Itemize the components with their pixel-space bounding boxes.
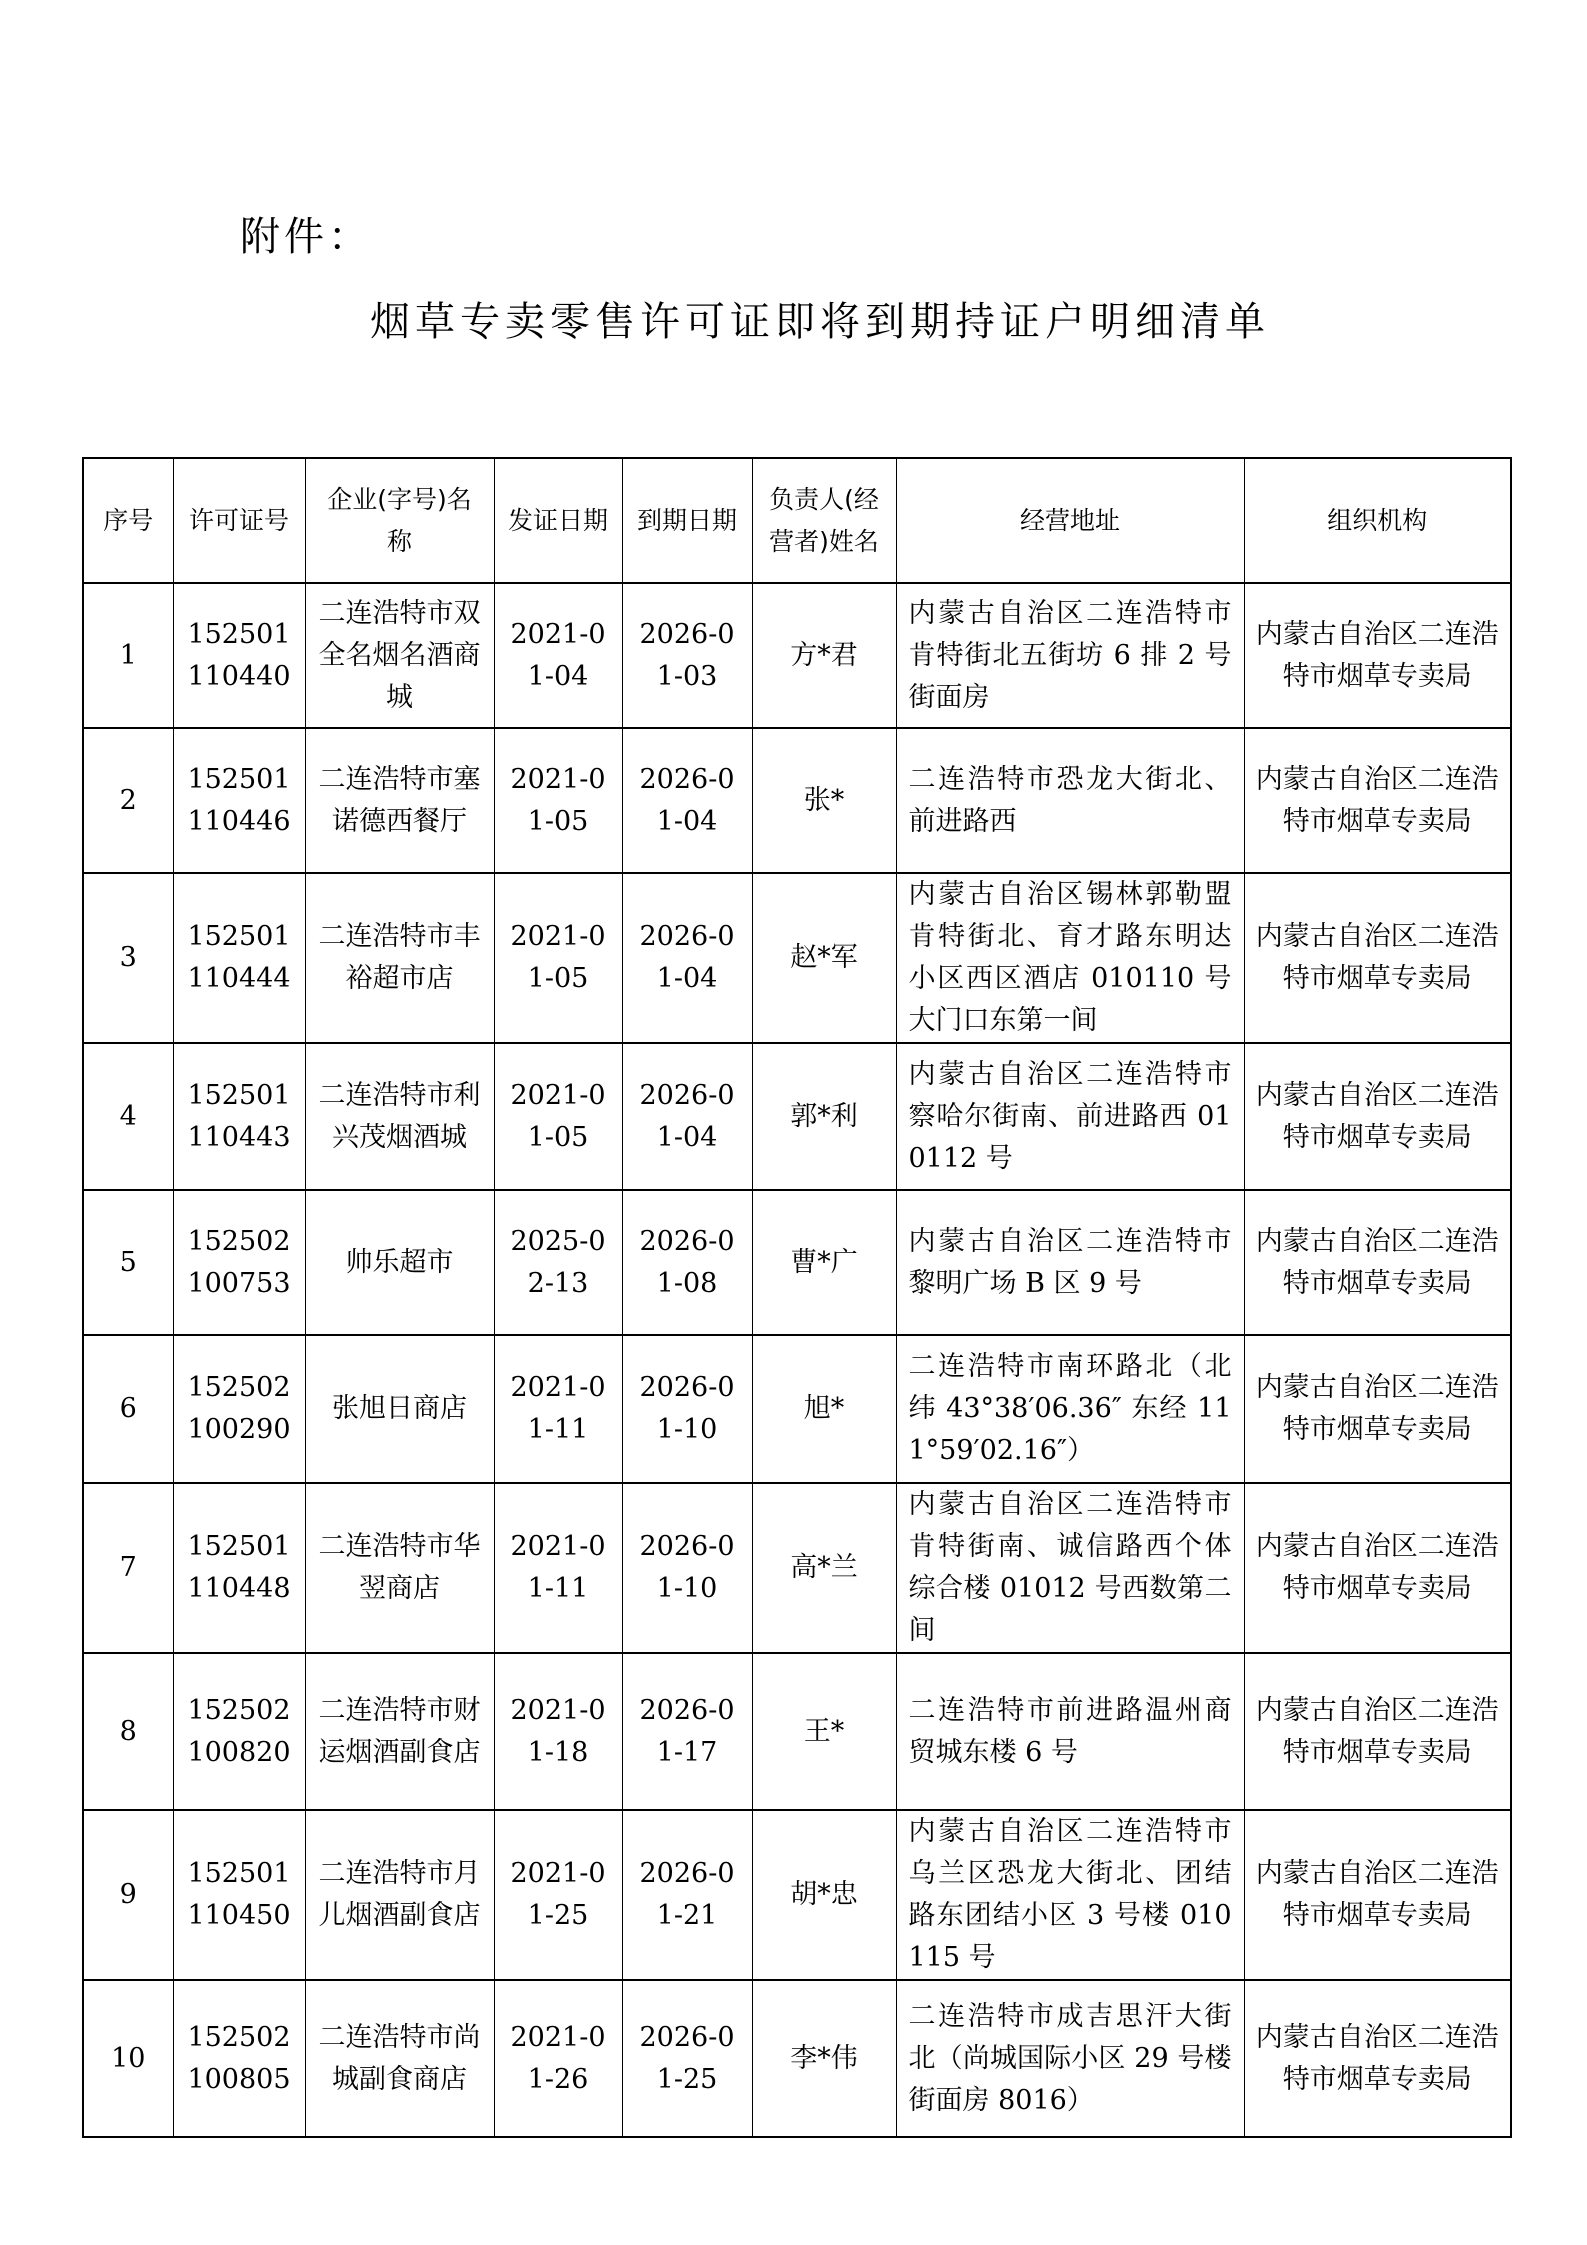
cell-expiry-date: 2026-01-08: [622, 1190, 752, 1335]
table-header-row: [83, 458, 1511, 583]
cell-org: 内蒙古自治区二连浩特市烟草专卖局: [1244, 583, 1511, 728]
cell-company: 帅乐超市: [305, 1190, 494, 1335]
cell-issue-date: 2021-01-05: [494, 873, 622, 1043]
header-owner: 负责人(经营者)姓名: [752, 458, 896, 583]
cell-company: 二连浩特市月儿烟酒副食店: [305, 1810, 494, 1980]
cell-org: 内蒙古自治区二连浩特市烟草专卖局: [1244, 873, 1511, 1043]
cell-address: 二连浩特市成吉思汗大街北（尚城国际小区 29 号楼街面房 8016）: [896, 1980, 1244, 2137]
cell-license-no: 152502100805: [173, 1980, 305, 2137]
cell-address: 二连浩特市前进路温州商贸城东楼 6 号: [896, 1653, 1244, 1810]
cell-issue-date: 2021-01-11: [494, 1335, 622, 1483]
cell-issue-date: 2021-01-18: [494, 1653, 622, 1810]
header-seq: 序号: [83, 458, 173, 583]
cell-expiry-date: 2026-01-10: [622, 1483, 752, 1653]
table-row: [83, 728, 1511, 873]
cell-license-no: 152501110443: [173, 1043, 305, 1190]
cell-seq: 6: [83, 1335, 173, 1483]
cell-company: 二连浩特市丰裕超市店: [305, 873, 494, 1043]
cell-issue-date: 2021-01-05: [494, 728, 622, 873]
header-issue-date: 发证日期: [494, 458, 622, 583]
cell-issue-date: 2021-01-04: [494, 583, 622, 728]
header-license-no: 许可证号: [173, 458, 305, 583]
cell-expiry-date: 2026-01-21: [622, 1810, 752, 1980]
cell-address: 二连浩特市南环路北（北纬 43°38′06.36″ 东经 111°59′02.16″）: [896, 1335, 1244, 1483]
cell-owner: 胡*忠: [752, 1810, 896, 1980]
table-row: [83, 1043, 1511, 1190]
cell-seq: 7: [83, 1483, 173, 1653]
header-address: 经营地址: [896, 458, 1244, 583]
cell-org: 内蒙古自治区二连浩特市烟草专卖局: [1244, 1810, 1511, 1980]
cell-org: 内蒙古自治区二连浩特市烟草专卖局: [1244, 728, 1511, 873]
cell-issue-date: 2021-01-05: [494, 1043, 622, 1190]
cell-org: 内蒙古自治区二连浩特市烟草专卖局: [1244, 1483, 1511, 1653]
table-row: [83, 583, 1511, 728]
cell-expiry-date: 2026-01-03: [622, 583, 752, 728]
cell-owner: 曹*广: [752, 1190, 896, 1335]
table-row: [83, 1653, 1511, 1810]
attachment-label: 附件：: [240, 214, 372, 260]
table-row: [83, 1190, 1511, 1335]
cell-expiry-date: 2026-01-04: [622, 1043, 752, 1190]
cell-company: 二连浩特市财运烟酒副食店: [305, 1653, 494, 1810]
table-row: [83, 1810, 1511, 1980]
cell-owner: 张*: [752, 728, 896, 873]
license-expiry-table: [82, 457, 1512, 2138]
cell-license-no: 152501110446: [173, 728, 305, 873]
cell-address: 内蒙古自治区二连浩特市察哈尔街南、前进路西 010112 号: [896, 1043, 1244, 1190]
cell-issue-date: 2021-01-25: [494, 1810, 622, 1980]
cell-seq: 10: [83, 1980, 173, 2137]
cell-address: 内蒙古自治区二连浩特市黎明广场 B 区 9 号: [896, 1190, 1244, 1335]
cell-address: 内蒙古自治区二连浩特市肯特街北五街坊 6 排 2 号街面房: [896, 583, 1244, 728]
cell-company: 二连浩特市双全名烟名酒商城: [305, 583, 494, 728]
cell-license-no: 152501110444: [173, 873, 305, 1043]
cell-expiry-date: 2026-01-04: [622, 873, 752, 1043]
cell-license-no: 152501110450: [173, 1810, 305, 1980]
cell-seq: 9: [83, 1810, 173, 1980]
header-expiry-date: 到期日期: [622, 458, 752, 583]
cell-company: 二连浩特市尚城副食商店: [305, 1980, 494, 2137]
cell-issue-date: 2021-01-26: [494, 1980, 622, 2137]
cell-seq: 5: [83, 1190, 173, 1335]
cell-license-no: 152502100753: [173, 1190, 305, 1335]
cell-org: 内蒙古自治区二连浩特市烟草专卖局: [1244, 1190, 1511, 1335]
document-title: 烟草专卖零售许可证即将到期持证户明细清单: [370, 299, 1270, 345]
cell-org: 内蒙古自治区二连浩特市烟草专卖局: [1244, 1335, 1511, 1483]
table-row: [83, 1980, 1511, 2137]
cell-issue-date: 2025-02-13: [494, 1190, 622, 1335]
cell-owner: 方*君: [752, 583, 896, 728]
cell-org: 内蒙古自治区二连浩特市烟草专卖局: [1244, 1980, 1511, 2137]
cell-company: 二连浩特市塞诺德西餐厅: [305, 728, 494, 873]
cell-org: 内蒙古自治区二连浩特市烟草专卖局: [1244, 1653, 1511, 1810]
header-company: 企业(字号)名称: [305, 458, 494, 583]
cell-company: 张旭日商店: [305, 1335, 494, 1483]
cell-expiry-date: 2026-01-17: [622, 1653, 752, 1810]
cell-issue-date: 2021-01-11: [494, 1483, 622, 1653]
cell-seq: 4: [83, 1043, 173, 1190]
cell-address: 内蒙古自治区二连浩特市肯特街南、诚信路西个体综合楼 01012 号西数第二间: [896, 1483, 1244, 1653]
cell-expiry-date: 2026-01-04: [622, 728, 752, 873]
header-org: 组织机构: [1244, 458, 1511, 583]
cell-address: 内蒙古自治区二连浩特市乌兰区恐龙大街北、团结路东团结小区 3 号楼 010115 号: [896, 1810, 1244, 1980]
cell-license-no: 152502100290: [173, 1335, 305, 1483]
cell-address: 二连浩特市恐龙大街北、前进路西: [896, 728, 1244, 873]
cell-seq: 2: [83, 728, 173, 873]
cell-seq: 1: [83, 583, 173, 728]
table-row: [83, 1335, 1511, 1483]
cell-owner: 旭*: [752, 1335, 896, 1483]
cell-company: 二连浩特市利兴茂烟酒城: [305, 1043, 494, 1190]
cell-owner: 李*伟: [752, 1980, 896, 2137]
cell-owner: 王*: [752, 1653, 896, 1810]
cell-license-no: 152501110448: [173, 1483, 305, 1653]
cell-license-no: 152501110440: [173, 583, 305, 728]
table-row: [83, 873, 1511, 1043]
cell-seq: 8: [83, 1653, 173, 1810]
cell-address: 内蒙古自治区锡林郭勒盟肯特街北、育才路东明达小区西区酒店 010110 号大门口东第一间: [896, 873, 1244, 1043]
cell-owner: 高*兰: [752, 1483, 896, 1653]
cell-org: 内蒙古自治区二连浩特市烟草专卖局: [1244, 1043, 1511, 1190]
cell-company: 二连浩特市华翌商店: [305, 1483, 494, 1653]
cell-license-no: 152502100820: [173, 1653, 305, 1810]
cell-owner: 郭*利: [752, 1043, 896, 1190]
cell-expiry-date: 2026-01-10: [622, 1335, 752, 1483]
cell-owner: 赵*军: [752, 873, 896, 1043]
table-row: [83, 1483, 1511, 1653]
cell-expiry-date: 2026-01-25: [622, 1980, 752, 2137]
cell-seq: 3: [83, 873, 173, 1043]
